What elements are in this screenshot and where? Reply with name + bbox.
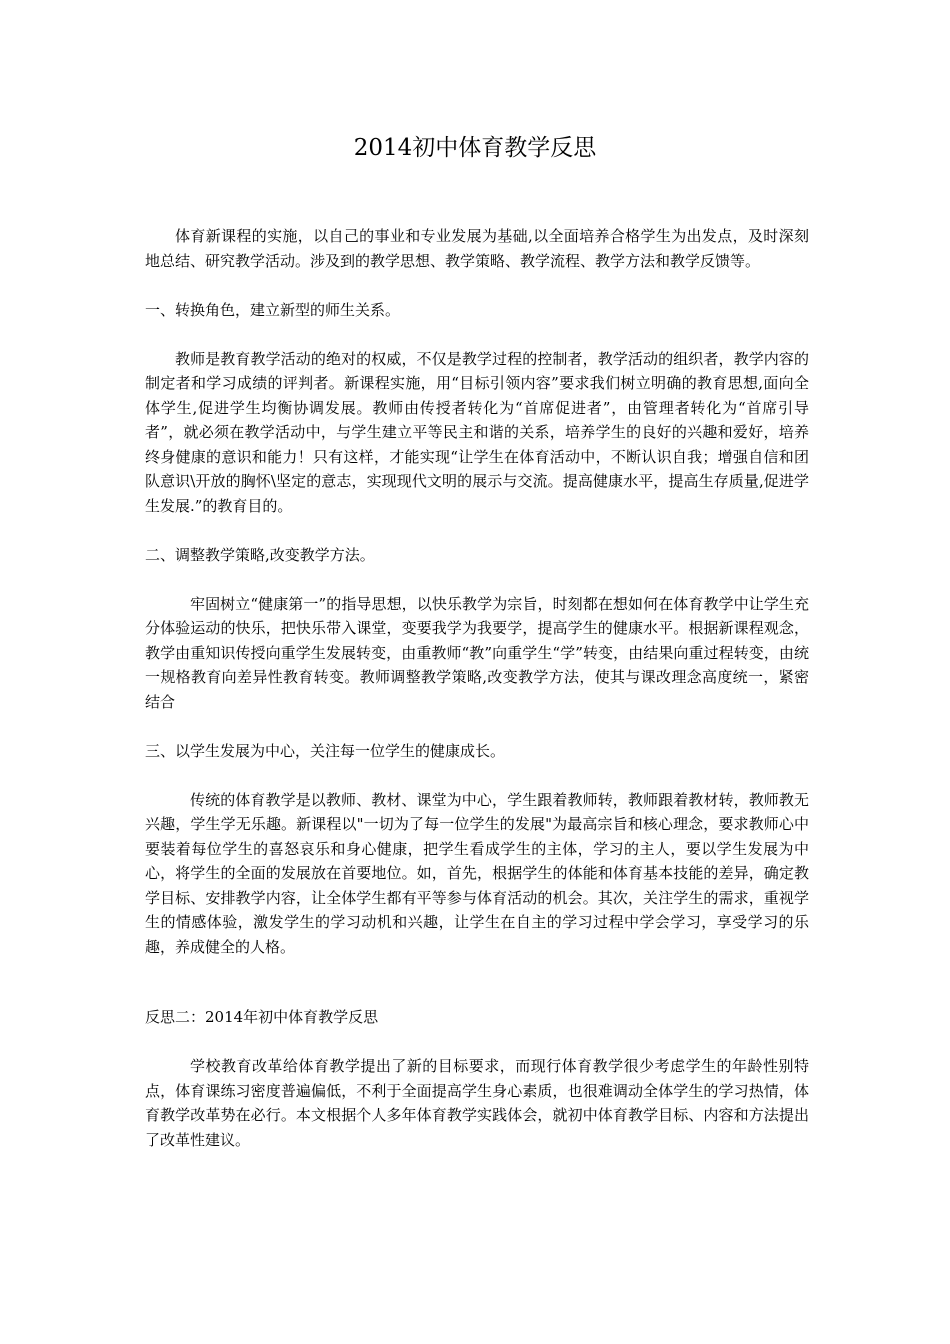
section-paragraph-3: 传统的体育教学是以教师、教材、课堂为中心，学生跟着教师转，教师跟着教材转，教师教无兴趣，学生学无乐趣。新课程以"一切为了每一位学生的发展"为最高宗旨和核心理念，要求教师心中要装着每位学生的喜怒哀乐和身心健康，把学生看成学生的主体，学习的主人，要以学生发展为中心，将学生的全面的发展放在首要地位。如，首先，根据学生的体能和体育基本技能的差异，确定教学目标、安排教学内容，让全体学生都有平等参与体育活动的机会。其次，关注学生的需求，重视学生的情感体验，激发学生的学习动机和兴趣，让学生在自主的学习过程中学会学习，享受学习的乐趣，养成健全的人格。 <box>145 790 809 956</box>
section-paragraph-2: 牢固树立“健康第一”的指导思想，以快乐教学为宗旨，时刻都在想如何在体育教学中让学生充分体验运动的快乐，把快乐带入课堂，变要我学为我要学，提高学生的健康水平。根据新课程观念，教学由重知识传授向重学生发展转变，由重教师“教”向重学生“学”转变，由结果向重过程转变，由统一规格教育向差异性教育转变。教师调整教学策略,改变教学方法，使其与课改理念高度统一，紧密结合 <box>145 594 809 711</box>
section-heading-2: 二、调整教学策略,改变教学方法。 <box>145 545 375 564</box>
paragraph-spacer <box>145 518 809 543</box>
paragraph-spacer <box>145 1030 809 1055</box>
paragraph-spacer <box>145 567 809 592</box>
paragraph-spacer <box>145 959 809 1005</box>
paragraph-spacer <box>145 322 809 347</box>
paragraph-spacer <box>145 273 809 298</box>
section-heading-3: 三、以学生发展为中心，关注每一位学生的健康成长。 <box>145 741 506 760</box>
section-paragraph-1: 教师是教育教学活动的绝对的权威，不仅是教学过程的控制者，教学活动的组织者，教学内容的制定者和学习成绩的评判者。新课程实施，用“目标引领内容”要求我们树立明确的教育思想,面向全体学生,促进学生均衡协调发展。教师由传授者转化为“首席促进者”，由管理者转化为“首席引导者”，就必须在教学活动中，与学生建立平等民主和谐的关系，培养学生的良好的兴趣和爱好，培养终身健康的意识和能力！只有这样，才能实现“让学生在体育活动中，不断认识自我；增强自信和团队意识\开放的胸怀\坚定的意志，实现现代文明的展示与交流。提高健康水平，提高生存质量,促进学生发展.”的教育目的。 <box>145 349 809 515</box>
paragraph-spacer <box>145 714 809 739</box>
intro-paragraph: 体育新课程的实施，以自己的事业和专业发展为基础,以全面培养合格学生为出发点，及时深刻地总结、研究教学活动。涉及到的教学思想、教学策略、教学流程、教学方法和教学反馈等。 <box>145 227 809 270</box>
section-heading-1: 一、转换角色，建立新型的师生关系。 <box>145 300 401 319</box>
part-two-paragraph: 学校教育改革给体育教学提出了新的目标要求，而现行体育教学很少考虑学生的年龄性别特点，体育课练习密度普遍偏低，不利于全面提高学生身心素质，也很难调动全体学生的学习热情，体育教学改革势在必行。本文根据个人多年体育教学实践体会，就初中体育教学目标、内容和方法提出了改革性建议。 <box>145 1057 809 1149</box>
paragraph-spacer <box>145 763 809 788</box>
document-title: 2014初中体育教学反思 <box>353 135 597 161</box>
document-body <box>145 224 809 1152</box>
part-two-heading: 反思二：2014年初中体育教学反思 <box>145 1008 379 1026</box>
